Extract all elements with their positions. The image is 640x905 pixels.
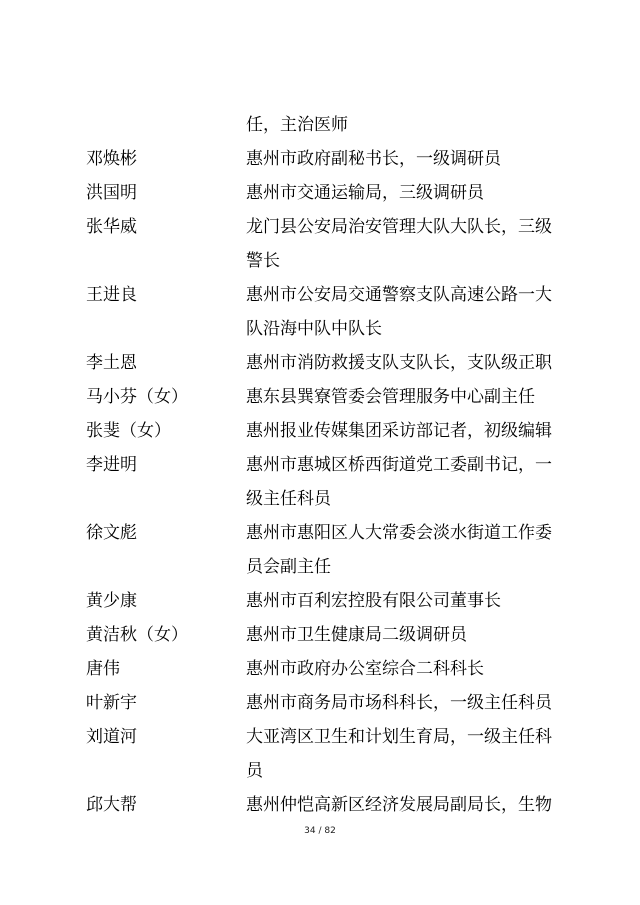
person-position: 龙门县公安局治安管理大队大队长，三级 警长 (246, 217, 552, 271)
person-position: 任，主治医师 (246, 115, 348, 135)
person-name: 张斐（女） (86, 421, 171, 441)
person-name: 徐文彪 (86, 523, 137, 543)
list-item (0, 142, 640, 176)
person-position: 大亚湾区卫生和计划生育局，一级主任科 员 (246, 727, 552, 781)
person-position: 惠州市公安局交通警察支队高速公路一大 队沿海中队中队长 (246, 285, 552, 339)
list-item (0, 686, 640, 720)
person-position: 惠州仲恺高新区经济发展局副局长，生物 (246, 795, 552, 815)
person-position: 惠东县巽寮管委会管理服务中心副主任 (246, 387, 535, 407)
list-item (0, 108, 640, 142)
person-position: 惠州市卫生健康局二级调研员 (246, 625, 467, 645)
list-item (0, 618, 640, 652)
list-item (0, 414, 640, 448)
list-item (0, 210, 640, 278)
personnel-list (0, 108, 640, 822)
list-item (0, 584, 640, 618)
person-name: 唐伟 (86, 659, 120, 679)
person-position: 惠州市百利宏控股有限公司董事长 (246, 591, 501, 611)
list-item (0, 516, 640, 584)
person-name: 邓焕彬 (86, 149, 137, 169)
person-name: 叶新宇 (86, 693, 137, 713)
list-item (0, 448, 640, 516)
person-position: 惠州市政府副秘书长，一级调研员 (246, 149, 501, 169)
person-name: 张华威 (86, 217, 137, 237)
page-number: 34 / 82 (304, 826, 336, 836)
person-name: 李进明 (86, 455, 137, 475)
list-item (0, 720, 640, 788)
list-item (0, 652, 640, 686)
person-name: 邱大帮 (86, 795, 137, 815)
person-name: 刘道河 (86, 727, 137, 747)
list-item (0, 346, 640, 380)
list-item (0, 278, 640, 346)
list-item (0, 788, 640, 822)
person-name: 马小芬（女） (86, 387, 188, 407)
person-position: 惠州市惠城区桥西街道党工委副书记，一 级主任科员 (246, 455, 552, 509)
list-item (0, 380, 640, 414)
person-position: 惠州市交通运输局，三级调研员 (246, 183, 484, 203)
person-name: 黄少康 (86, 591, 137, 611)
person-name: 王进良 (86, 285, 137, 305)
list-item (0, 176, 640, 210)
person-position: 惠州市政府办公室综合二科科长 (246, 659, 484, 679)
person-name: 李土恩 (86, 353, 137, 373)
person-position: 惠州报业传媒集团采访部记者，初级编辑 (246, 421, 552, 441)
person-position: 惠州市消防救援支队支队长，支队级正职 (246, 353, 552, 373)
person-position: 惠州市惠阳区人大常委会淡水街道工作委 员会副主任 (246, 523, 552, 577)
person-name: 黄洁秋（女） (86, 625, 188, 645)
person-position: 惠州市商务局市场科科长，一级主任科员 (246, 693, 552, 713)
person-name: 洪国明 (86, 183, 137, 203)
